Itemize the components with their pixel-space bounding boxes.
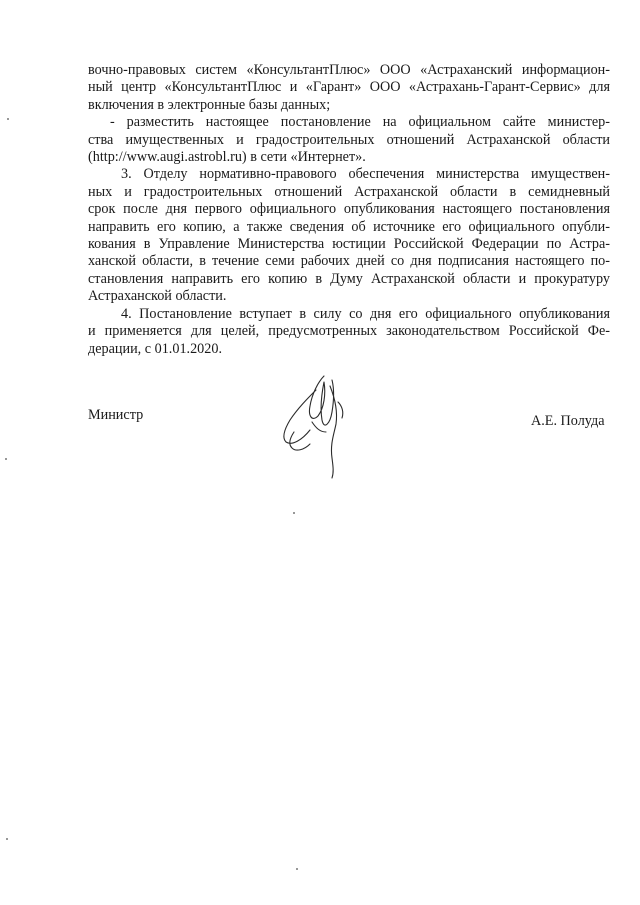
text-line: кования в Управление Министерства юстиции Российской Федерации по Астра- [88, 236, 610, 253]
text-line: ства имущественных и градостроительных отношений Астраханской области [88, 131, 610, 148]
scan-speck [7, 118, 9, 120]
text-line: становления направить его копию в Думу Астраханской области и прокуратуру [88, 270, 610, 287]
text-line: 4. Постановление вступает в силу со дня его официального опубликования [121, 305, 610, 322]
scan-speck [293, 512, 295, 514]
scan-speck [6, 838, 8, 840]
text-line: - разместить настоящее постановление на официальном сайте министер- [110, 114, 610, 131]
text-line: направить его копию, а также сведения об источнике его официального опубли- [88, 218, 610, 235]
text-line: (http://www.augi.astrobl.ru) в сети «Интернет». [88, 149, 366, 166]
text-line: ханской области, в течение семи рабочих дней со дня подписания настоящего по- [88, 253, 610, 270]
text-line: вочно-правовых систем «КонсультантПлюс» ООО «Астраханский информацион- [88, 62, 610, 78]
text-line: срок после дня первого официального опубликования настоящего постановления [88, 201, 610, 218]
paragraph-item-3 [88, 166, 610, 305]
document-body [88, 62, 610, 358]
paragraph-continuation [88, 62, 610, 114]
signature-block [0, 372, 640, 482]
text-line: включения в электронные базы данных; [88, 96, 331, 113]
text-line: 3. Отделу нормативно-правового обеспечения министерства имуществен- [121, 166, 610, 183]
text-line: ный центр «КонсультантПлюс и «Гарант» ООО «Астрахань-Гарант-Сервис» для [88, 79, 610, 96]
scan-speck [5, 458, 7, 460]
text-line: и применяется для целей, предусмотренных законодательством Российской Фе- [88, 323, 610, 340]
signatory-title: Министр [88, 407, 144, 423]
text-line: ных и градостроительных отношений Астраханской области в семидневный [88, 183, 610, 200]
paragraph-item-4 [88, 306, 610, 358]
text-line: Астраханской области. [88, 288, 227, 305]
paragraph-publish-site [88, 114, 610, 166]
scan-speck [296, 868, 298, 870]
text-line: дерации, с 01.01.2020. [88, 340, 223, 357]
handwritten-signature-icon [272, 372, 362, 482]
signatory-name: А.Е. Полуда [531, 413, 605, 429]
